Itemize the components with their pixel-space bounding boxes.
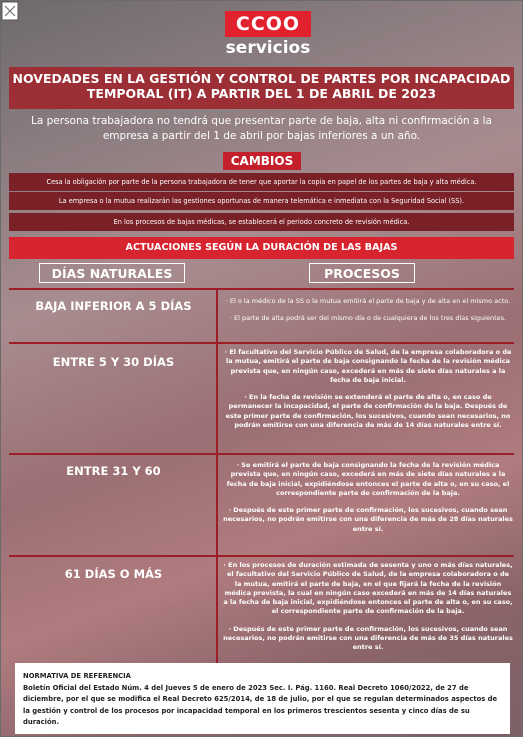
row-processes [223,297,513,332]
process-paragraph: · El parte de alta podrá ser del mismo día o de cualquiera de los tres días siguientes. [229,314,507,323]
process-paragraph: · Se emitirá el parte de baja consignando la fecha de la revisión médica prevista que, en ningún caso, excederá en más de siete días naturales a la fecha de baja inicial, expidiéndose entonces el parte de alta o, en su caso, el correspondiente parte de confirmación de la baja. [226,461,510,497]
row-divider [9,342,514,344]
row-label: ENTRE 5 Y 30 DÍAS [52,355,175,369]
intro-text: La persona trabajadora no tendrá que presentar parte de baja, alta ni confirmación a la empresa a partir del 1 de abril por bajas inferiores a un año. [31,115,492,142]
actuaciones-heading: ACTUACIONES SEGÚN LA DURACIÓN DE LAS BAJAS [9,237,514,259]
row-divider [9,555,514,557]
cambio-item: Cesa la obligación por parte de la persona trabajadora de tener que aportar la copia en papel de los partes de baja y alta médica. [9,173,514,191]
row-label: BAJA INFERIOR A 5 DÍAS [35,299,192,313]
page-title: NOVEDADES EN LA GESTIÓN Y CONTROL DE PARTES POR INCAPACIDAD TEMPORAL (IT) A PARTIR DEL 1 DE ABRIL DE 2023 [12,71,511,101]
row-label: ENTRE 31 Y 60 [66,464,161,478]
column-procesos: PROCESOS [309,263,415,283]
row-divider [9,288,514,290]
process-paragraph: · El facultativo del Servicio Público de Salud, de la empresa colaboradora o de la mutua, emitirá el parte de baja consignando la fecha de la revisión médica prevista que, en ningún caso, excederá en más de siete días naturales a la fecha de baja inicial. [224,348,512,384]
process-paragraph: · En la fecha de revisión se extenderá el parte de alta o, en caso de permanecer la incapacidad, el parte de confirmación de la baja. Después de este primer parte de confirmación, los sucesivos, cuando sean necesarios, no podrán emitirse con una diferencia de más de 14 días naturales entre sí. [225,393,511,430]
process-paragraph: · En los procesos de duración estimada de sesenta y uno o más días naturales, el facultativo del Servicio Público de Salud, de la empresa colaboradora o de la mutua, emitirá el parte de baja, en el que fijará la fecha de la revisión médica prevista, la cual en ningún caso excederá en más de 14 días naturales a la fecha de baja inicial, expidiéndose entonces el parte de alta o, en su caso, el correspondiente parte de confirmación de la baja. [223,561,513,616]
column-divider [216,289,218,664]
process-paragraph: · Después de este primer parte de confirmación, los sucesivos, cuando sean necesarios, no podrán emitirse con una diferencia de más de 35 días naturales entre sí. [223,624,513,652]
cambios-heading: CAMBIOS [223,152,301,170]
footer-normativa [15,663,510,734]
row-divider [9,453,514,455]
row-processes [223,461,513,542]
column-dias-naturales: DÍAS NATURALES [39,263,185,283]
cambio-item: En los procesos de bajas médicas, se establecerá el periodo concreto de revisión médica. [9,213,514,231]
page-corner-icon [1,1,19,21]
ccoo-logo [225,11,311,57]
logo-subtitle: servicios [225,38,311,58]
row-processes [223,348,513,438]
footer-heading: NORMATIVA DE REFERENCIA [23,672,131,680]
logo-acronym: CCOO [225,11,311,37]
row-label: 61 DÍAS O MÁS [64,567,163,581]
cambio-item: La empresa o la mutua realizarán las gestiones oportunas de manera telemática e inmediata con la Seguridad Social (SS). [9,192,514,210]
process-paragraph: · El o la médico de la SS o la mutua emitirá el parte de baja y de alta en el mismo acto. [225,297,511,305]
process-paragraph: · Después de este primer parte de confirmación, los sucesivos, cuando sean necesarios, no podrán emitirse con una diferencia de más de 28 días naturales entre sí. [223,506,513,533]
row-processes [223,561,513,661]
footer-text: Boletín Oficial del Estado Núm. 4 del Jueves 5 de enero de 2023 Sec. I. Pág. 1160. Real Decreto 1060/2022, de 27 de diciembre, por el que se modifica el Real Decreto 625/2014, de 18 de julio, por el que se regulan determinados aspectos de la gestión y control de los procesos por incapacidad temporal en los primeros trescientos sesenta y cinco días de su duración. [23,684,498,726]
